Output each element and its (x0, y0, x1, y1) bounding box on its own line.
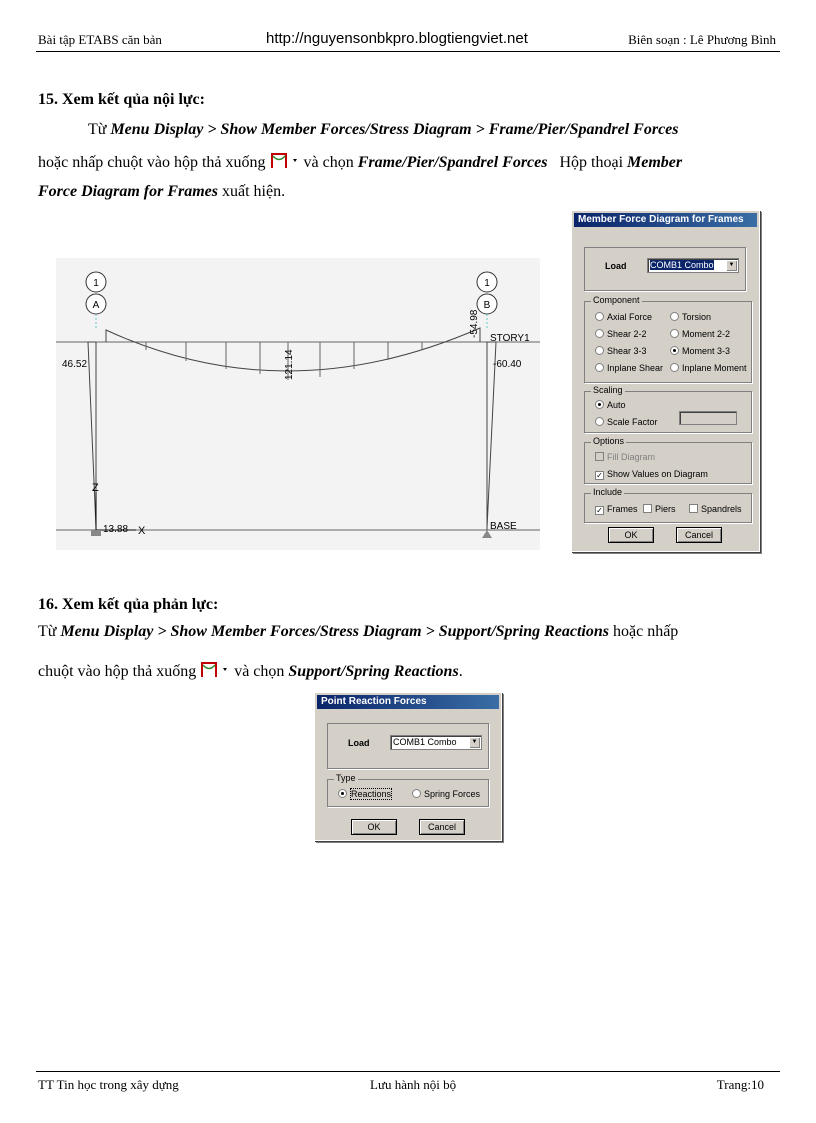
reaction-value: 13.88 (103, 524, 129, 535)
scale-factor-input[interactable] (679, 411, 737, 425)
include-spandrels-checkbox[interactable]: Spandrels (689, 504, 742, 514)
section-15-heading: 15. Xem kết qủa nội lực: (38, 91, 205, 108)
radio-inplane-moment[interactable]: Inplane Moment (670, 363, 747, 373)
include-frames-checkbox[interactable]: ✓ Frames (596, 504, 638, 515)
dialog-title: Member Force Diagram for Frames (574, 213, 757, 227)
footer-left: TT Tin học trong xây dựng (38, 1077, 179, 1092)
grid-bubble-b: B (483, 300, 491, 311)
grid-bubble-a: A (92, 300, 100, 311)
radio-scaling-auto[interactable]: Auto (595, 400, 626, 410)
reaction-load-group (327, 723, 489, 769)
section-15-para-1: Từ Menu Display > Show Member Forces/Stress Diagram > Frame/Pier/Spandrel Forces (88, 121, 679, 138)
load-label: Load (605, 261, 627, 271)
radio-reactions[interactable]: Reactions (338, 789, 392, 799)
left-moment-value: 46.52 (62, 359, 88, 370)
radio-moment-2-2[interactable]: Moment 2-2 (670, 329, 730, 339)
moment-diagram (56, 258, 540, 550)
header-rule (36, 51, 780, 52)
footer-rule (36, 1071, 780, 1072)
reaction-dialog-title: Point Reaction Forces (317, 695, 499, 709)
load-group (584, 247, 746, 291)
reaction-ok-button[interactable]: OK (351, 819, 397, 835)
reaction-dropdown-icon (200, 660, 230, 678)
load-select[interactable]: COMB1 Combo ▼ (647, 258, 739, 273)
radio-shear-3-3[interactable]: Shear 3-3 (595, 346, 647, 356)
reaction-load-select[interactable]: COMB1 Combo ▼ (390, 735, 482, 750)
ok-button[interactable]: OK (608, 527, 654, 543)
section-16-heading: 16. Xem kết qủa phản lực: (38, 596, 219, 613)
radio-moment-3-3[interactable]: Moment 3-3 (670, 346, 730, 356)
section-15-para-2: hoặc nhấp chuột vào hộp thả xuống và chọn Frame/Pier/Spandrel Forces Hộp thoại Member (38, 151, 682, 173)
point-reaction-dialog (314, 692, 502, 841)
grid-bubble-1: 1 (93, 278, 99, 289)
radio-spring-forces[interactable]: Spring Forces (412, 789, 480, 799)
radio-scale-factor[interactable]: Scale Factor (595, 417, 658, 427)
component-group: Component Axial Force Torsion Shear 2-2 Moment 2-2 Shear 3-3 Moment 3-3 Inplane Shear Inplane Moment (584, 301, 752, 383)
story-label: STORY1 (490, 333, 530, 344)
end-moment-value: -54.98 (469, 309, 480, 338)
frame-dropdown-icon (270, 151, 300, 169)
section-15-para-3: Force Diagram for Frames xuất hiện. (38, 183, 286, 200)
include-group: Include ✓ Frames Piers Spandrels (584, 493, 752, 523)
cancel-button[interactable]: Cancel (676, 527, 722, 543)
section-16-para-2: chuột vào hộp thả xuống và chọn Support/Spring Reactions. (38, 660, 463, 682)
reaction-cancel-button[interactable]: Cancel (419, 819, 465, 835)
mid-moment-value: 121.14 (284, 349, 295, 380)
include-piers-checkbox[interactable]: Piers (643, 504, 676, 514)
radio-torsion[interactable]: Torsion (670, 312, 711, 322)
radio-axial-force[interactable]: Axial Force (595, 312, 652, 322)
x-axis-label: X (138, 525, 146, 537)
page-number: Trang:10 (716, 1077, 764, 1092)
radio-inplane-shear[interactable]: Inplane Shear (595, 363, 663, 373)
z-axis-label: Z (92, 482, 99, 494)
header-url[interactable]: http://nguyensonbkpro.blogtiengviet.net (266, 30, 528, 47)
section-16-para-1: Từ Menu Display > Show Member Forces/Stress Diagram > Support/Spring Reactions hoặc nhấp (38, 623, 679, 640)
chevron-down-icon[interactable]: ▼ (726, 260, 737, 271)
chevron-down-icon[interactable]: ▼ (469, 737, 480, 748)
menu-path-reactions: Menu Display > Show Member Forces/Stress Diagram > Support/Spring Reactions (60, 623, 609, 640)
radio-shear-2-2[interactable]: Shear 2-2 (595, 329, 647, 339)
options-group: Options Fill Diagram ✓ Show Values on Diagram (584, 442, 752, 484)
scaling-group: Scaling Auto Scale Factor (584, 391, 752, 433)
fill-diagram-checkbox[interactable]: Fill Diagram (595, 452, 655, 462)
type-group: Type Reactions Spring Forces (327, 779, 489, 807)
header-right: Biên soạn : Lê Phương Bình (628, 32, 776, 47)
menu-path: Menu Display > Show Member Forces/Stress Diagram > Frame/Pier/Spandrel Forces (110, 121, 679, 138)
right-moment-value: -60.40 (493, 359, 522, 370)
grid-bubble-1b: 1 (484, 278, 490, 289)
header-left: Bài tập ETABS căn bản (38, 32, 162, 47)
footer-center: Lưu hành nội bộ (370, 1077, 457, 1092)
member-force-dialog (571, 210, 760, 552)
show-values-checkbox[interactable]: ✓ Show Values on Diagram (596, 469, 708, 480)
page-header (38, 30, 780, 52)
base-label: BASE (490, 521, 517, 532)
reaction-load-label: Load (348, 738, 370, 748)
